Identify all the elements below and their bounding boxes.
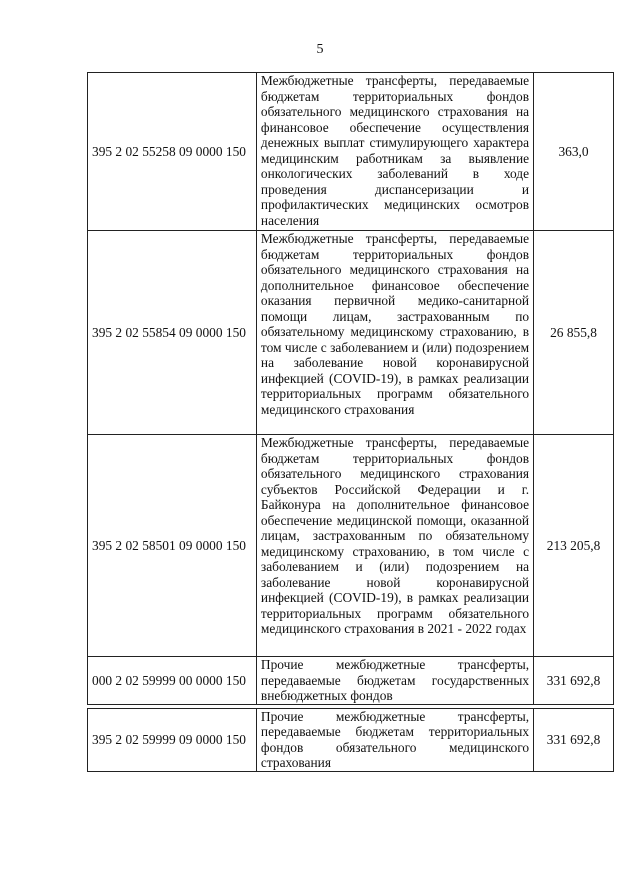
table-row <box>88 73 614 231</box>
amount-cell: 363,0 <box>534 73 614 231</box>
amount-cell: 331 692,8 <box>534 657 614 705</box>
budget-code-cell: 395 2 02 55258 09 0000 150 <box>88 73 257 231</box>
budget-code-cell: 395 2 02 55854 09 0000 150 <box>88 231 257 435</box>
description-cell: Прочие межбюджетные трансферты, передаваемые бюджетам территориальных фондов обязательного медицинского страхования <box>256 708 533 771</box>
table-row <box>88 231 614 435</box>
description-cell: Прочие межбюджетные трансферты, передаваемые бюджетам государственных внебюджетных фондов <box>256 657 533 705</box>
table-row <box>88 708 614 771</box>
table-row <box>88 435 614 657</box>
budget-code-cell: 000 2 02 59999 00 0000 150 <box>88 657 257 705</box>
budget-table <box>87 72 614 772</box>
budget-code-cell: 395 2 02 59999 09 0000 150 <box>88 708 257 771</box>
amount-cell: 26 855,8 <box>534 231 614 435</box>
description-cell: Межбюджетные трансферты, передаваемые бюджетам территориальных фондов обязательного медицинского страхования субъектов Российской Федерации и г. Байконура на дополнительное финансовое обеспечение медицинской помощи, оказанной лицам, застрахованным по обязательному медицинскому страхованию, в том числе с заболеванием и (или) подозрением на заболевание новой коронавирусной инфекцией (COVID-19), в рамках реализации территориальных программ обязательного медицинского страхования в 2021 - 2022 годах <box>256 435 533 657</box>
amount-cell: 213 205,8 <box>534 435 614 657</box>
description-cell: Межбюджетные трансферты, передаваемые бюджетам территориальных фондов обязательного медицинского страхования на финансовое обеспечение осуществления денежных выплат стимулирующего характера медицинским работникам за выявление онкологических заболеваний в ходе проведения диспансеризации и профилактических медицинских осмотров населения <box>256 73 533 231</box>
budget-code-cell: 395 2 02 58501 09 0000 150 <box>88 435 257 657</box>
table-row <box>88 657 614 705</box>
amount-cell: 331 692,8 <box>534 708 614 771</box>
page-number: 5 <box>316 42 324 57</box>
description-cell: Межбюджетные трансферты, передаваемые бюджетам территориальных фондов обязательного медицинского страхования на дополнительное финансовое обеспечение оказания первичной медико-санитарной помощи лицам, застрахованным по обязательному медицинскому страхованию, в том числе с заболеванием и (или) подозрением на заболевание новой коронавирусной инфекцией (COVID-19), в рамках реализации территориальных программ обязательного медицинского страхования <box>256 231 533 435</box>
